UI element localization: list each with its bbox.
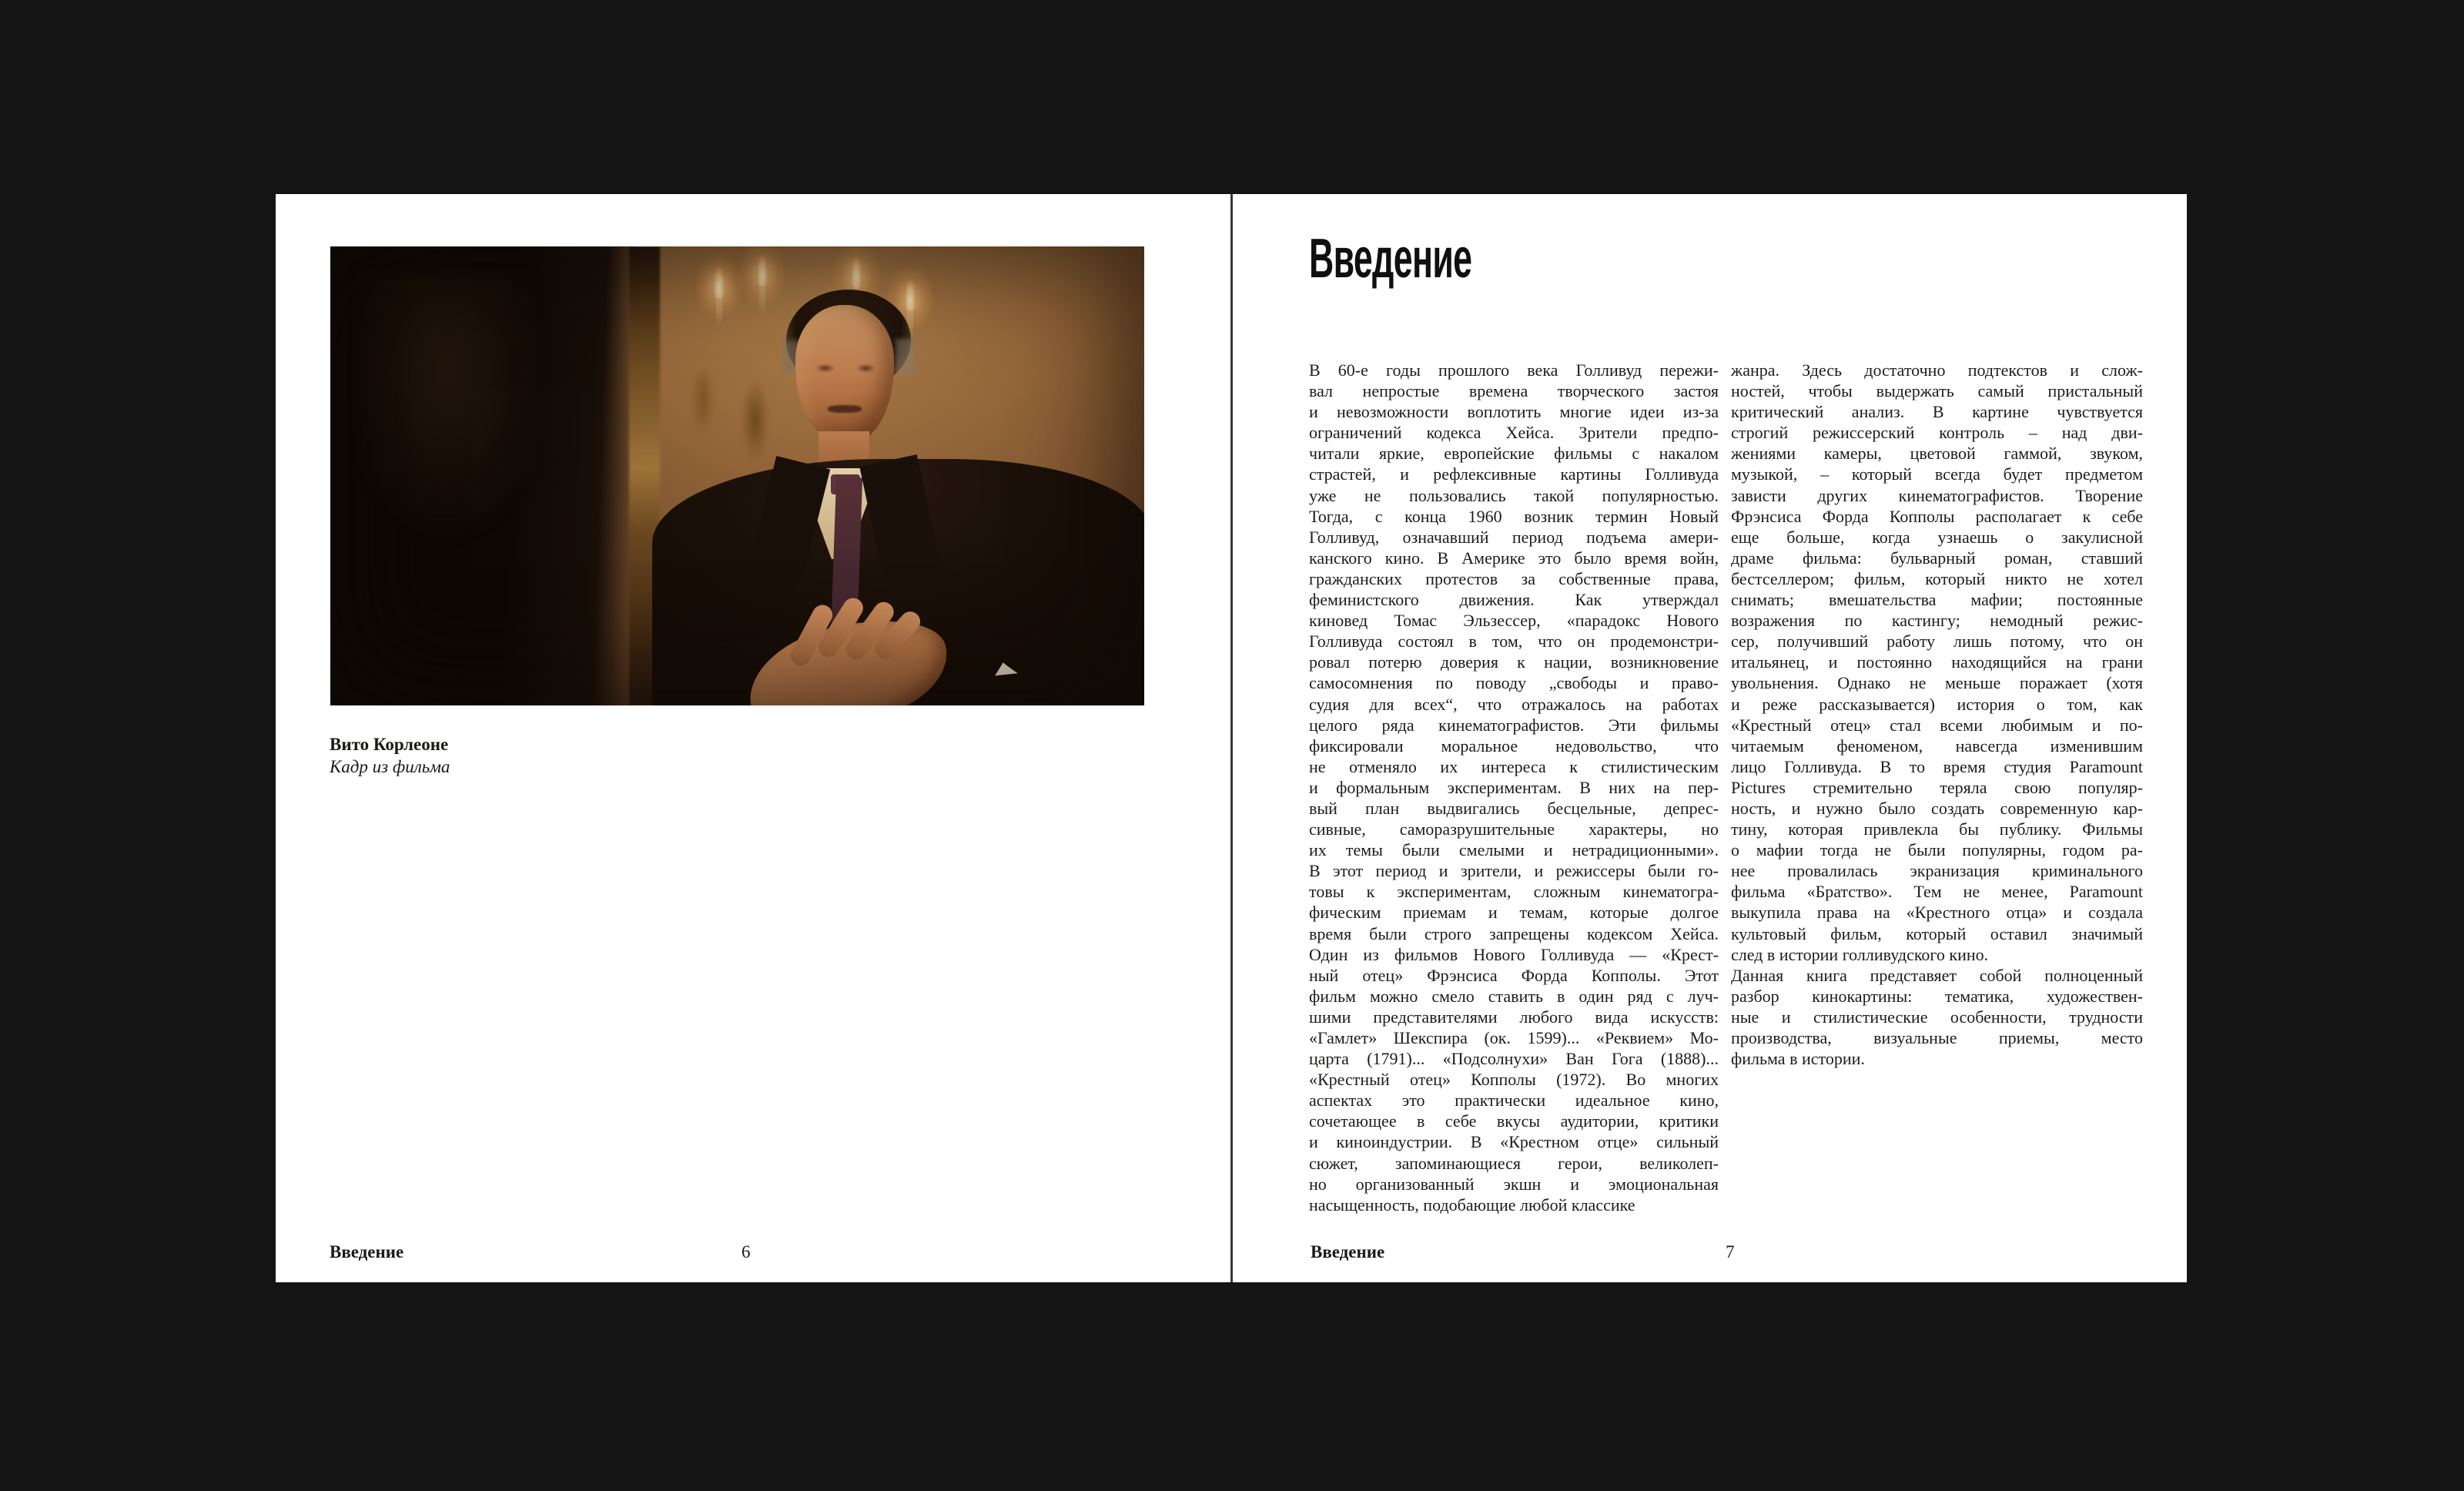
right-footer-section-label: Введение <box>1311 1242 1385 1261</box>
chapter-heading: Введение <box>1309 228 1472 290</box>
text-line: насыщенность, подобающие любой классике <box>1309 1194 1635 1215</box>
text-line: фильма «Братство». Тем не менее, Paramount <box>1731 882 2143 902</box>
text-line: Голливуд, означавший период подъема амери- <box>1309 527 1719 547</box>
text-line: ность, и нужно было создать современную кар- <box>1731 798 2143 818</box>
text-line: Pictures стремительно теряла свою популяр- <box>1731 777 2143 797</box>
text-line: но организованный экшн и эмоциональная <box>1309 1174 1719 1194</box>
text-line: ностей, чтобы выдержать самый пристальный <box>1731 381 2143 401</box>
text-line: целого ряда кинематографистов. Эти фильмы <box>1309 715 1719 735</box>
text-line: В 60-е годы прошлого века Голливуд пережи- <box>1309 360 1719 380</box>
text-line: жанра. Здесь достаточно подтекстов и слож- <box>1731 360 2143 380</box>
text-line: уже не пользовались такой популярностью. <box>1309 485 1719 505</box>
text-line: фильма в истории. <box>1731 1049 1865 1069</box>
text-line: фиксировали моральное недовольство, что <box>1309 735 1719 756</box>
text-line: фильм можно смело ставить в один ряд с луч- <box>1309 986 1719 1006</box>
intro-text-column-1 <box>1309 360 1719 1215</box>
text-line: шими представителями любого вида искусств: <box>1309 1007 1719 1027</box>
text-line: товы к экспериментам, сложным кинематогра- <box>1309 882 1719 902</box>
text-line: царта (1791)... «Подсолнухи» Ван Гога (1888)... <box>1309 1049 1719 1069</box>
text-line: ограничений кодекса Хейса. Зрители предпо- <box>1309 423 1719 443</box>
text-line: след в истории голливудского кино. <box>1731 944 1989 964</box>
text-line: разбор кинокартины: тематика, художествен- <box>1731 986 2143 1006</box>
text-line: сер, получивший работу лишь потому, что он <box>1731 632 2143 652</box>
text-line: о мафии тогда не были популярны, годом ра- <box>1731 840 2143 860</box>
text-line: самосомнения по поводу „свободы и право- <box>1309 673 1719 693</box>
photo-vignette <box>330 246 1144 705</box>
text-line: читаемым феноменом, навсегда изменившим <box>1731 735 2143 756</box>
left-footer-section-label: Введение <box>330 1242 404 1261</box>
text-line: увольнения. Однако не меньше поражает (хотя <box>1731 673 2143 693</box>
text-line: судия для всех“, что отражалось на работах <box>1309 694 1719 714</box>
text-line: музыкой, – который всегда будет предметом <box>1731 464 2143 484</box>
text-line: аспектах это практически идеальное кино, <box>1309 1091 1719 1111</box>
page-gutter-line <box>1230 194 1233 1282</box>
text-line: киновед Томас Эльзессер, «парадокс Нового <box>1309 611 1719 631</box>
text-line: страстей, и рефлексивные картины Голливуда <box>1309 464 1719 484</box>
text-line: В этот период и зрители, и режиссеры были го- <box>1309 861 1719 881</box>
text-line: их темы были смелыми и нетрадиционными». <box>1309 840 1719 860</box>
text-line: сюжет, запоминающиеся герои, великолеп- <box>1309 1153 1719 1173</box>
text-line: Фрэнсиса Форда Копполы располагает к себе <box>1731 506 2143 526</box>
text-line: жениями камеры, цветовой гаммой, звуком, <box>1731 444 2143 464</box>
photo-caption <box>330 733 450 778</box>
caption-title: Вито Корлеоне <box>330 735 449 754</box>
text-line: тину, которая привлекла бы публику. Фильмы <box>1731 819 2143 839</box>
text-line: «Гамлет» Шекспира (ок. 1599)... «Реквием» Мо- <box>1309 1028 1719 1047</box>
text-line: строгий режиссерский контроль – над дви- <box>1731 423 2143 443</box>
text-line: ные и стилистические особенности, трудности <box>1731 1007 2143 1027</box>
left-page-number: 6 <box>742 1242 751 1261</box>
text-line: критический анализ. В картине чувствуется <box>1731 402 2143 422</box>
text-line: производства, визуальные приемы, место <box>1731 1028 2143 1047</box>
text-line: сочетающее в себе вкусы аудитории, критики <box>1309 1111 1719 1131</box>
text-line: и киноиндустрии. В «Крестном отце» сильный <box>1309 1132 1719 1152</box>
text-line: вый план выдвигались бесцельные, депрес- <box>1309 798 1719 818</box>
text-line: итальянец, и постоянно находящийся на грани <box>1731 652 2143 672</box>
text-line: культовый фильм, который оставил значимый <box>1731 923 2143 943</box>
text-line: Данная книга представяет собой полноценный <box>1731 965 2143 985</box>
text-line: снимать; вмешательства мафии; постоянные <box>1731 590 2143 610</box>
text-line: «Крестный отец» Копполы (1972). Во многих <box>1309 1070 1719 1090</box>
text-line: зависти других кинематографистов. Творение <box>1731 485 2143 505</box>
text-line: и формальным экспериментам. В них на пер- <box>1309 777 1719 797</box>
intro-text-column-2 <box>1731 360 2143 1069</box>
text-line: лицо Голливуда. В то время студия Paramount <box>1731 756 2143 776</box>
text-line: канского кино. В Америке это было время войн, <box>1309 548 1719 568</box>
text-line: нее провалилась экранизация криминального <box>1731 861 2143 881</box>
text-line: феминистского движения. Как утверждал <box>1309 590 1719 610</box>
text-line: возражения по кастингу; немодный режис- <box>1731 611 2143 631</box>
text-line: фическим приемам и темам, которые долгое <box>1309 903 1719 923</box>
text-line: гражданских протестов за собственные права, <box>1309 568 1719 588</box>
text-line: и реже рассказывается) история о том, как <box>1731 694 2143 714</box>
book-spread <box>276 194 2187 1282</box>
caption-subtitle: Кадр из фильма <box>330 757 450 776</box>
text-line: Голливуда состоял в том, что он продемонстри- <box>1309 632 1719 652</box>
text-line: «Крестный отец» стал всеми любимым и по- <box>1731 715 2143 735</box>
text-line: вал непростые времена творческого застоя <box>1309 381 1719 401</box>
text-line: выкупила права на «Крестного отца» и создала <box>1731 903 2143 923</box>
text-line: еще больше, когда узнаешь о закулисной <box>1731 527 2143 547</box>
text-line: драме фильма: бульварный роман, ставший <box>1731 548 2143 568</box>
text-line: и невозможности воплотить многие идеи из-за <box>1309 402 1719 422</box>
text-line: Тогда, с конца 1960 возник термин Новый <box>1309 506 1719 526</box>
text-line: читали яркие, европейские фильмы с накалом <box>1309 444 1719 464</box>
text-line: время были строго запрещены кодексом Хейса. <box>1309 923 1719 943</box>
text-line: ный отец» Фрэнсиса Форда Копполы. Этот <box>1309 965 1719 985</box>
text-line: ровал потерю доверия к нации, возникновение <box>1309 652 1719 672</box>
right-page-number: 7 <box>1726 1242 1735 1261</box>
text-line: Один из фильмов Нового Голливуда — «Крест- <box>1309 944 1719 964</box>
godfather-film-still <box>330 246 1144 705</box>
text-line: не отменяло их интереса к стилистическим <box>1309 756 1719 776</box>
text-line: сивные, саморазрушительные характеры, но <box>1309 819 1719 839</box>
text-line: бестселлером; фильм, который никто не хотел <box>1731 568 2143 588</box>
